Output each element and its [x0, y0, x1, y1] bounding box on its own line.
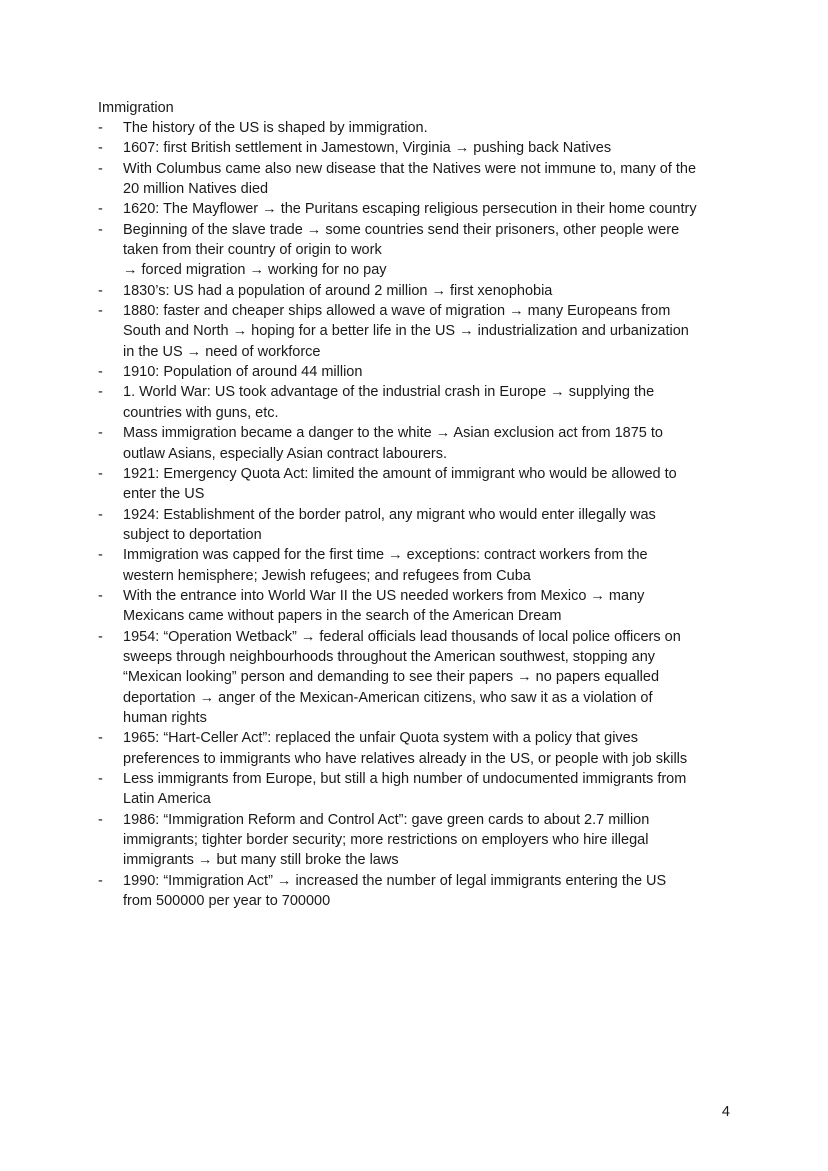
list-item-line: taken from their country of origin to work: [123, 242, 382, 259]
list-item-line: Immigration was capped for the first time → exceptions: contract workers from the: [123, 547, 648, 564]
list-item: [98, 810, 738, 871]
list-item: [98, 301, 738, 362]
list-item: [98, 118, 738, 138]
bullet-dash: -: [98, 872, 103, 889]
list-item-line: enter the US: [123, 486, 205, 503]
list-item-line: 1607: first British settlement in Jamestown, Virginia → pushing back Natives: [123, 140, 612, 157]
bullet-dash: -: [98, 730, 103, 747]
list-item-line: 1620: The Mayflower → the Puritans escaping religious persecution in their home country: [123, 201, 697, 218]
list-item-line: countries with guns, etc.: [123, 404, 279, 421]
list-item-line: 1954: “Operation Wetback” → federal officials lead thousands of local police officers on: [123, 628, 681, 645]
list-item-line: The history of the US is shaped by immigration.: [123, 120, 428, 136]
bullet-dash: -: [98, 811, 103, 828]
list-item-line: 1830’s: US had a population of around 2 million → first xenophobia: [123, 282, 553, 299]
bullet-dash: -: [98, 201, 103, 218]
list-item-line: 1. World War: US took advantage of the industrial crash in Europe → supplying the: [123, 384, 655, 401]
list-item-line: Beginning of the slave trade → some countries send their prisoners, other people were: [123, 221, 680, 238]
bullet-dash: -: [98, 506, 103, 523]
bullet-dash: -: [98, 303, 103, 320]
bullet-dash: -: [98, 628, 103, 645]
list-item: [98, 728, 738, 769]
list-item-line: 1990: “Immigration Act” → increased the number of legal immigrants entering the US: [123, 872, 667, 889]
list-item: [98, 220, 738, 281]
list-item: [98, 586, 738, 627]
list-item-line: 1986: “Immigration Reform and Control Act”: gave green cards to about 2.7 million: [123, 811, 650, 828]
list-item: [98, 159, 738, 200]
list-item: [98, 505, 738, 546]
bullet-dash: -: [98, 547, 103, 564]
list-item-line: “Mexican looking” person and demanding to see their papers → no papers equalled: [123, 669, 660, 686]
list-item: [98, 362, 738, 382]
list-item-line: immigrants → but many still broke the laws: [123, 852, 399, 869]
list-item-line: in the US → need of workforce: [123, 343, 321, 360]
list-item-line: With the entrance into World War II the US needed workers from Mexico → many: [123, 587, 645, 604]
bullet-dash: -: [98, 160, 103, 177]
list-item: [98, 627, 738, 729]
list-item: [98, 382, 738, 423]
list-item-line: human rights: [123, 709, 207, 726]
list-item-line: → forced migration → working for no pay: [123, 262, 387, 279]
list-item: [98, 423, 738, 464]
list-item-line: Mexicans came without papers in the search of the American Dream: [123, 608, 562, 625]
list-item-line: deportation → anger of the Mexican-American citizens, who saw it as a violation of: [123, 689, 653, 706]
list-item-line: Mass immigration became a danger to the white → Asian exclusion act from 1875 to: [123, 425, 663, 442]
page-number: 4: [721, 1104, 730, 1120]
list-item: [98, 281, 738, 301]
bullet-dash: -: [98, 384, 103, 401]
document-heading: Immigration: [98, 100, 174, 116]
list-item: [98, 769, 738, 810]
list-item: [98, 464, 738, 505]
list-item: [98, 138, 738, 158]
list-item: [98, 199, 738, 219]
list-item-line: South and North → hoping for a better life in the US → industrialization and urbanization: [123, 323, 689, 340]
list-item: [98, 871, 738, 912]
list-item-line: sweeps through neighbourhoods throughout the American southwest, stopping any: [123, 648, 656, 665]
bullet-dash: -: [98, 425, 103, 442]
list-item: [98, 545, 738, 586]
list-item-line: Latin America: [123, 791, 211, 808]
list-item-line: 1924: Establishment of the border patrol, any migrant who would enter illegally was: [123, 506, 656, 523]
list-item-line: preferences to immigrants who have relatives already in the US, or people with job skills: [123, 750, 688, 767]
bullet-dash: -: [98, 364, 103, 381]
bullet-dash: -: [98, 587, 103, 604]
list-item-line: 1880: faster and cheaper ships allowed a wave of migration → many Europeans from: [123, 303, 671, 320]
list-item-line: subject to deportation: [123, 526, 262, 543]
list-item-line: outlaw Asians, especially Asian contract labourers.: [123, 445, 448, 462]
bullet-dash: -: [98, 771, 103, 787]
list-item-line: 1910: Population of around 44 million: [123, 364, 363, 381]
list-item-line: 1921: Emergency Quota Act: limited the amount of immigrant who would be allowed to: [123, 465, 677, 482]
list-item-line: immigrants; tighter border security; more restrictions on employers who hire illegal: [123, 832, 649, 849]
bullet-dash: -: [98, 221, 103, 238]
bullet-dash: -: [98, 465, 103, 482]
list-item-line: 20 million Natives died: [123, 181, 269, 198]
list-item-line: from 500000 per year to 700000: [123, 893, 331, 910]
list-item-line: western hemisphere; Jewish refugees; and refugees from Cuba: [123, 567, 531, 584]
bullet-dash: -: [98, 140, 103, 157]
bullet-list: [98, 118, 738, 911]
list-item-line: Less immigrants from Europe, but still a high number of undocumented immigrants from: [123, 771, 687, 787]
bullet-dash: -: [98, 282, 103, 299]
list-item-line: With Columbus came also new disease that the Natives were not immune to, many of the: [123, 160, 697, 177]
bullet-dash: -: [98, 120, 103, 136]
list-item-line: 1965: “Hart-Celler Act”: replaced the unfair Quota system with a policy that gives: [123, 730, 638, 747]
